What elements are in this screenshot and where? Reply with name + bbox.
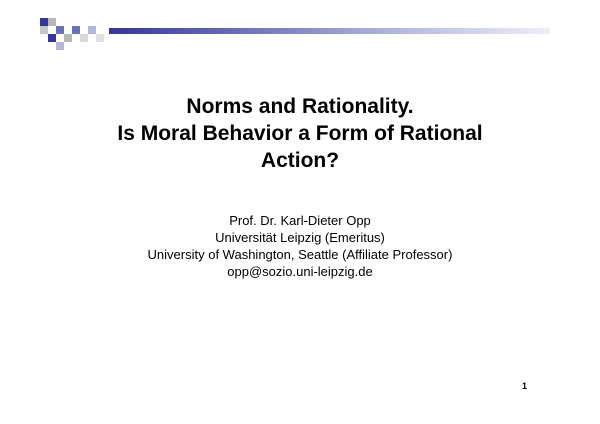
deco-square xyxy=(88,26,96,34)
header-decoration xyxy=(40,18,550,50)
deco-square xyxy=(80,34,88,42)
deco-square xyxy=(56,42,64,50)
deco-square xyxy=(72,26,80,34)
deco-square xyxy=(40,18,48,26)
deco-square xyxy=(48,34,56,42)
header-gradient-bar xyxy=(109,28,550,34)
title-line: Action? xyxy=(260,149,340,172)
deco-square xyxy=(40,26,48,34)
author-affiliation-secondary: University of Washington, Seattle (Affiliate Professor) xyxy=(147,247,453,262)
title-line: Is Moral Behavior a Form of Rational xyxy=(117,122,483,145)
page-number: 1 xyxy=(521,381,527,391)
deco-square xyxy=(56,26,64,34)
deco-square xyxy=(96,34,104,42)
deco-square xyxy=(48,18,56,26)
author-name: Prof. Dr. Karl-Dieter Opp xyxy=(229,213,371,228)
slide-title xyxy=(0,93,600,174)
title-line: Norms and Rationality. xyxy=(186,95,414,118)
deco-square xyxy=(64,34,72,42)
author-block xyxy=(0,212,600,280)
author-affiliation: Universität Leipzig (Emeritus) xyxy=(215,230,385,245)
author-email: opp@sozio.uni-leipzig.de xyxy=(227,264,373,279)
